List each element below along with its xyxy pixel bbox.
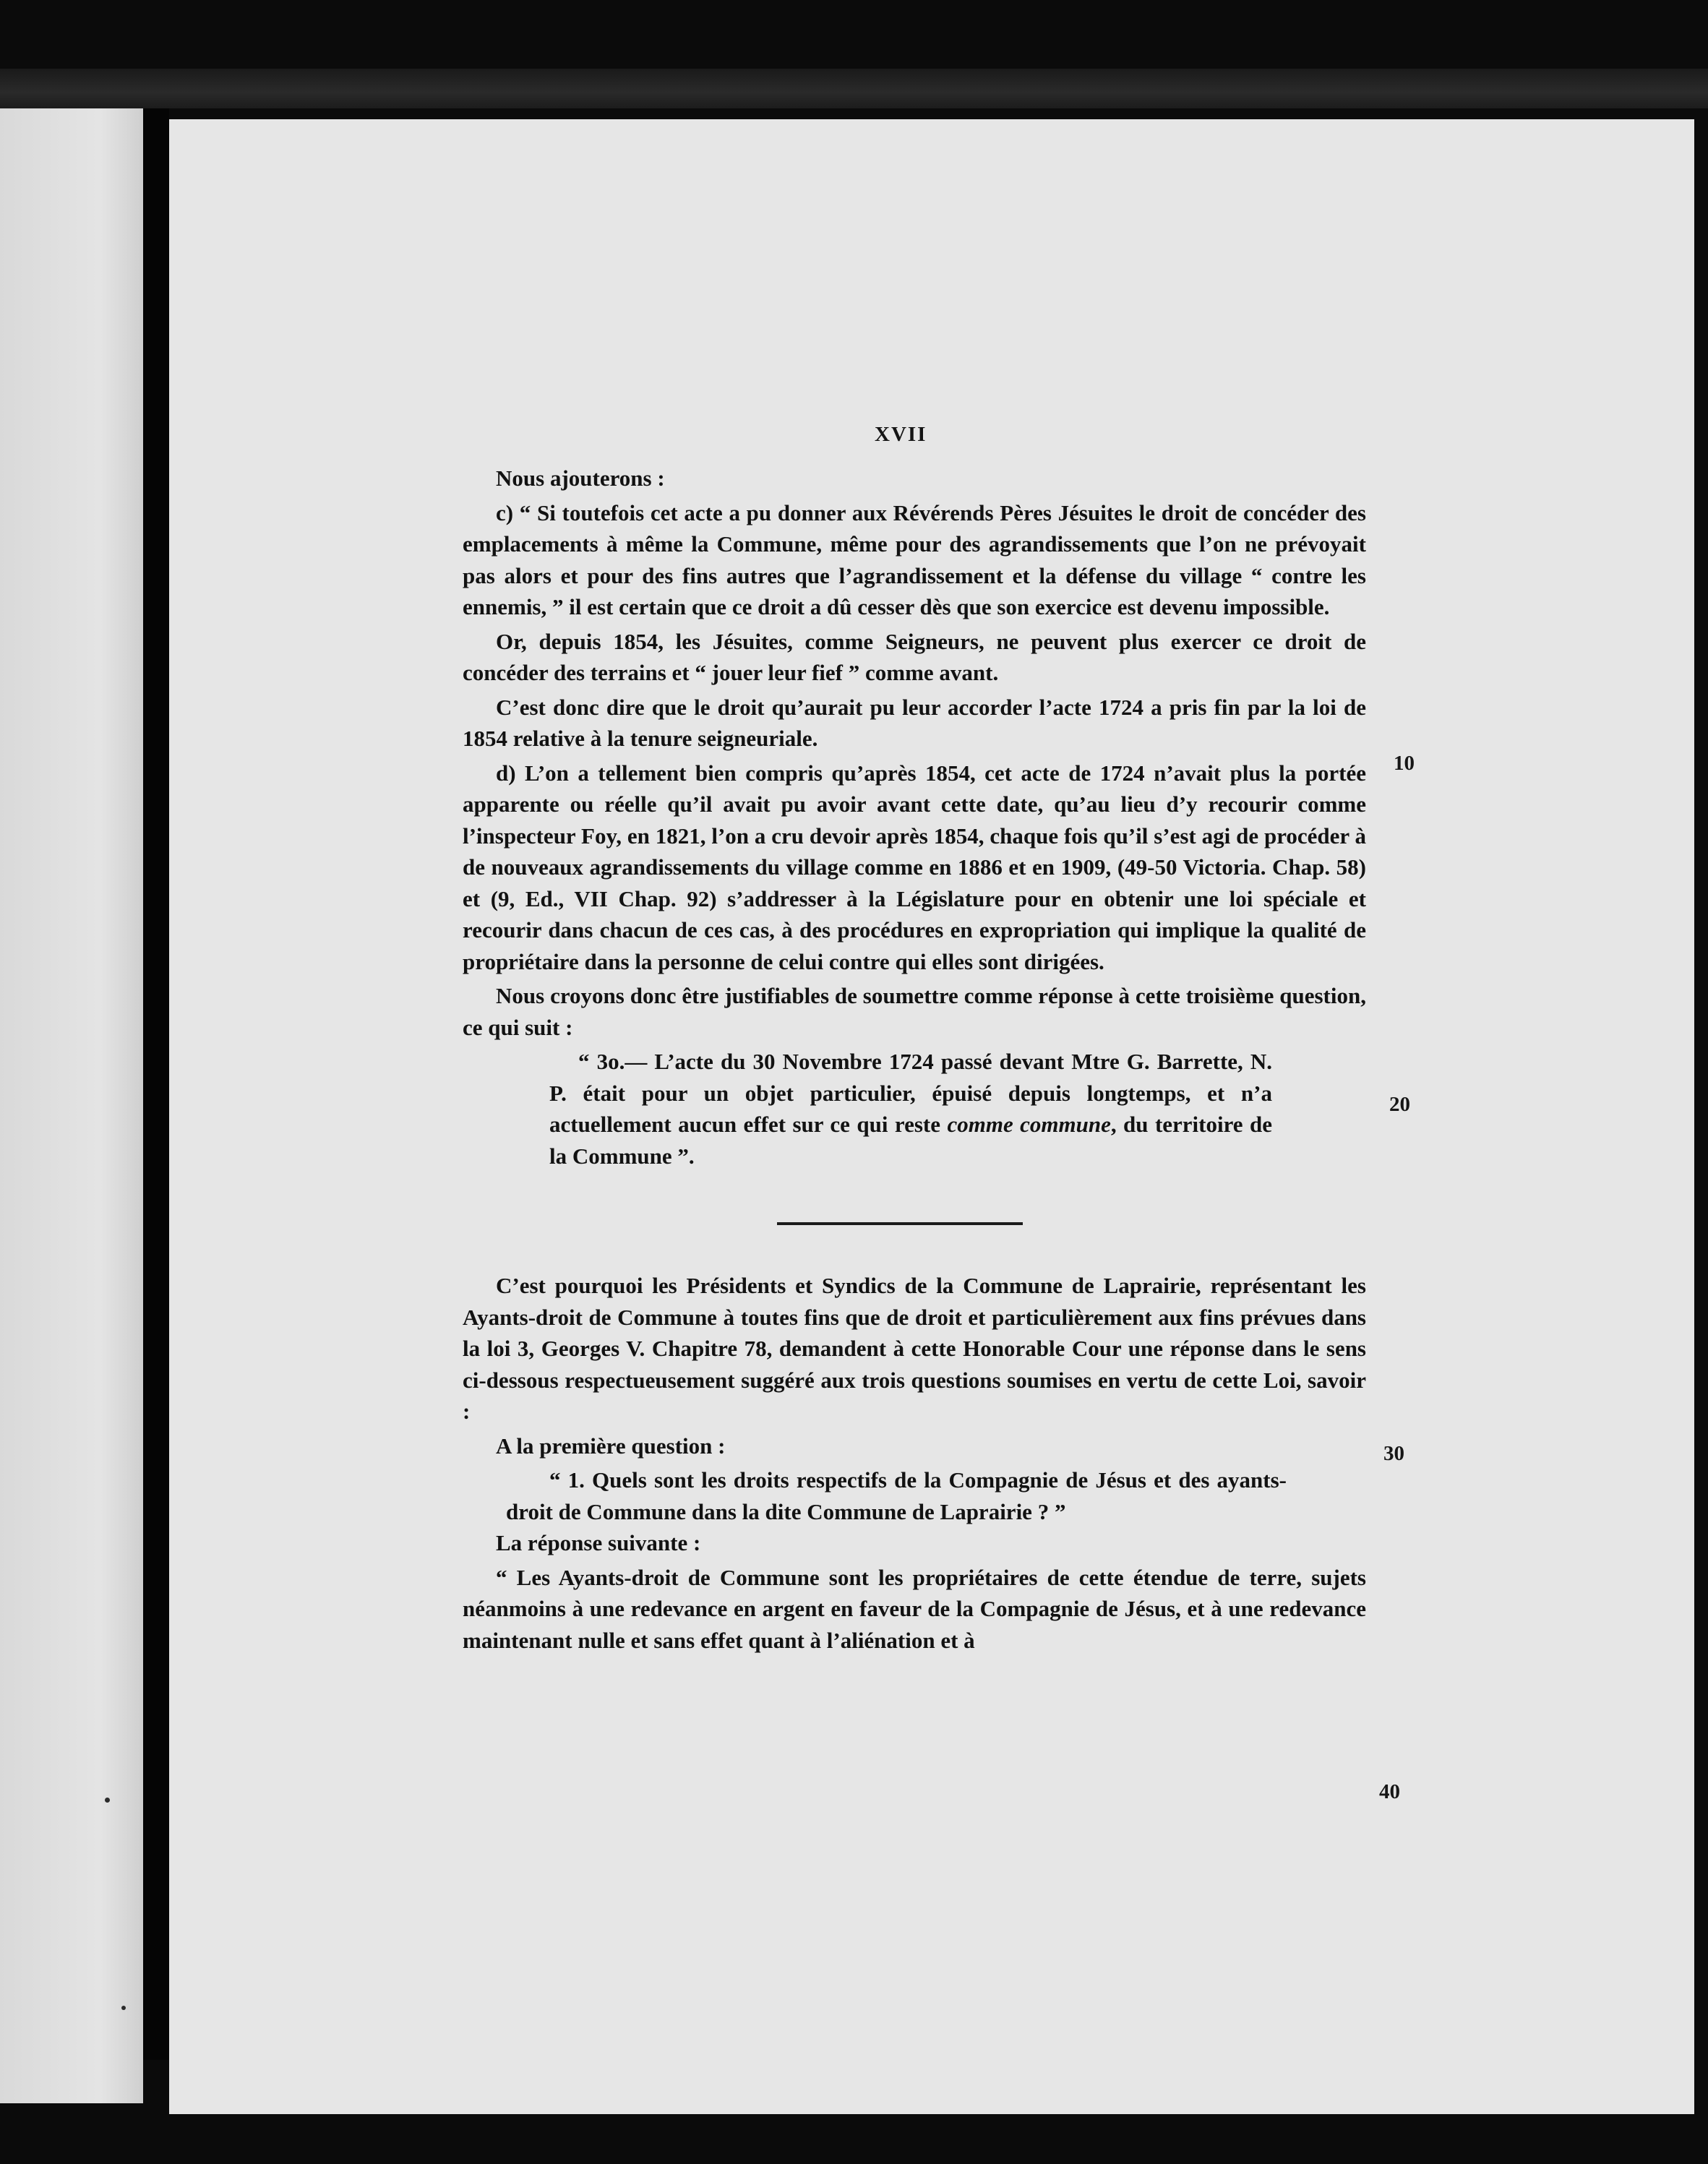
quote-tail: , du territoire de la Commune ”.: [549, 1112, 1272, 1169]
body-text: [463, 463, 1366, 1659]
line-number: 10: [1394, 752, 1415, 775]
line-number: 40: [1379, 1780, 1400, 1803]
quote-italic: comme commune: [947, 1112, 1111, 1137]
facing-page-edge: [0, 108, 143, 2103]
paragraph: d) L’on a tellement bien compris qu’après 1854, cet acte de 1724 n’avait plus la portée apparente ou réelle qu’il avait pu avoir avant cette date, qu’au lieu d’y recourir comme l’inspecteur Foy, en 1821, l’on a cru devoir après 1854, chaque fois qu’il s’est agi de procéder à de nouveaux agrandissements du village comme en 1886 et en 1909, (49-50 Victoria. Chap. 58) et (9, Ed., VII Chap. 92) s’addresser à la Législature pour en obtenir une loi spéciale et recourir dans chacun de ces cas, à des procédures en expropriation qui implique la qualité de propriétaire dans la personne de celui contre qui elles sont dirigées.: [463, 760, 1366, 974]
paragraph: Or, depuis 1854, les Jésuites, comme Seigneurs, ne peuvent plus exercer ce droit de concéder des terrains et “ jouer leur fief ” comme avant.: [463, 628, 1366, 685]
paragraph: La réponse suivante :: [496, 1530, 701, 1555]
paragraph: Nous ajouterons :: [496, 465, 665, 491]
quoted-answer-3o: [549, 1046, 1272, 1172]
line-number: 20: [1389, 1093, 1410, 1116]
section-divider: [777, 1222, 1023, 1225]
quoted-question-1: “ 1. Quels sont les droits respectifs de la Compagnie de Jésus et des ayants-droit de Commune dans la dite Commune de Laprairie ? ”: [506, 1467, 1287, 1524]
paragraph: c) “ Si toutefois cet acte a pu donner aux Révérends Pères Jésuites le droit de concéder des emplacements à même la Commune, même pour des agrandissements que l’on ne prévoyait pas alors et pour des fins autres que l’agrandissement et la défense du village “ contre les ennemis, ” il est certain que ce droit a dû cesser dès que son exercice est devenu impossible.: [463, 499, 1366, 619]
paragraph: C’est donc dire que le droit qu’aurait pu leur accorder l’acte 1724 a pris fin par la loi de 1854 relative à la tenure seigneuriale.: [463, 694, 1366, 751]
paragraph: Nous croyons donc être justifiables de soumettre comme réponse à cette troisième question, ce qui suit :: [463, 983, 1366, 1040]
page-number: XVII: [875, 423, 927, 446]
paragraph: “ Les Ayants-droit de Commune sont les propriétaires de cette étendue de terre, sujets néanmoins à une redevance en argent en faveur de la Compagnie de Jésus, et à une redevance maintenant nulle et sans effet quant à l’aliénation et à: [463, 1564, 1366, 1653]
scan-speck: [105, 1798, 110, 1803]
scanner-top-edge: [0, 69, 1708, 108]
quote-text: “ 3o.— L’acte du 30 Novembre 1724 passé devant Mtre G. Barrette, N. P. était pour un objet particulier, épuisé depuis longtemps, et n’a actuellement aucun effet sur ce qui reste: [549, 1049, 1272, 1137]
line-number: 30: [1383, 1442, 1404, 1465]
paragraph: C’est pourquoi les Présidents et Syndics de la Commune de Laprairie, représentant les Ayants-droit de Commune à toutes fins que de droit et particulièrement aux fins prévues dans la loi 3, Georges V. Chapitre 78, demandent à cette Honorable Cour une réponse dans le sens ci-dessous respectueusement suggéré aux trois questions soumises en vertu de cette Loi, savoir :: [463, 1273, 1366, 1424]
book-spine: [143, 108, 169, 2060]
paragraph: A la première question :: [496, 1433, 726, 1459]
scan-speck: [121, 2006, 126, 2010]
